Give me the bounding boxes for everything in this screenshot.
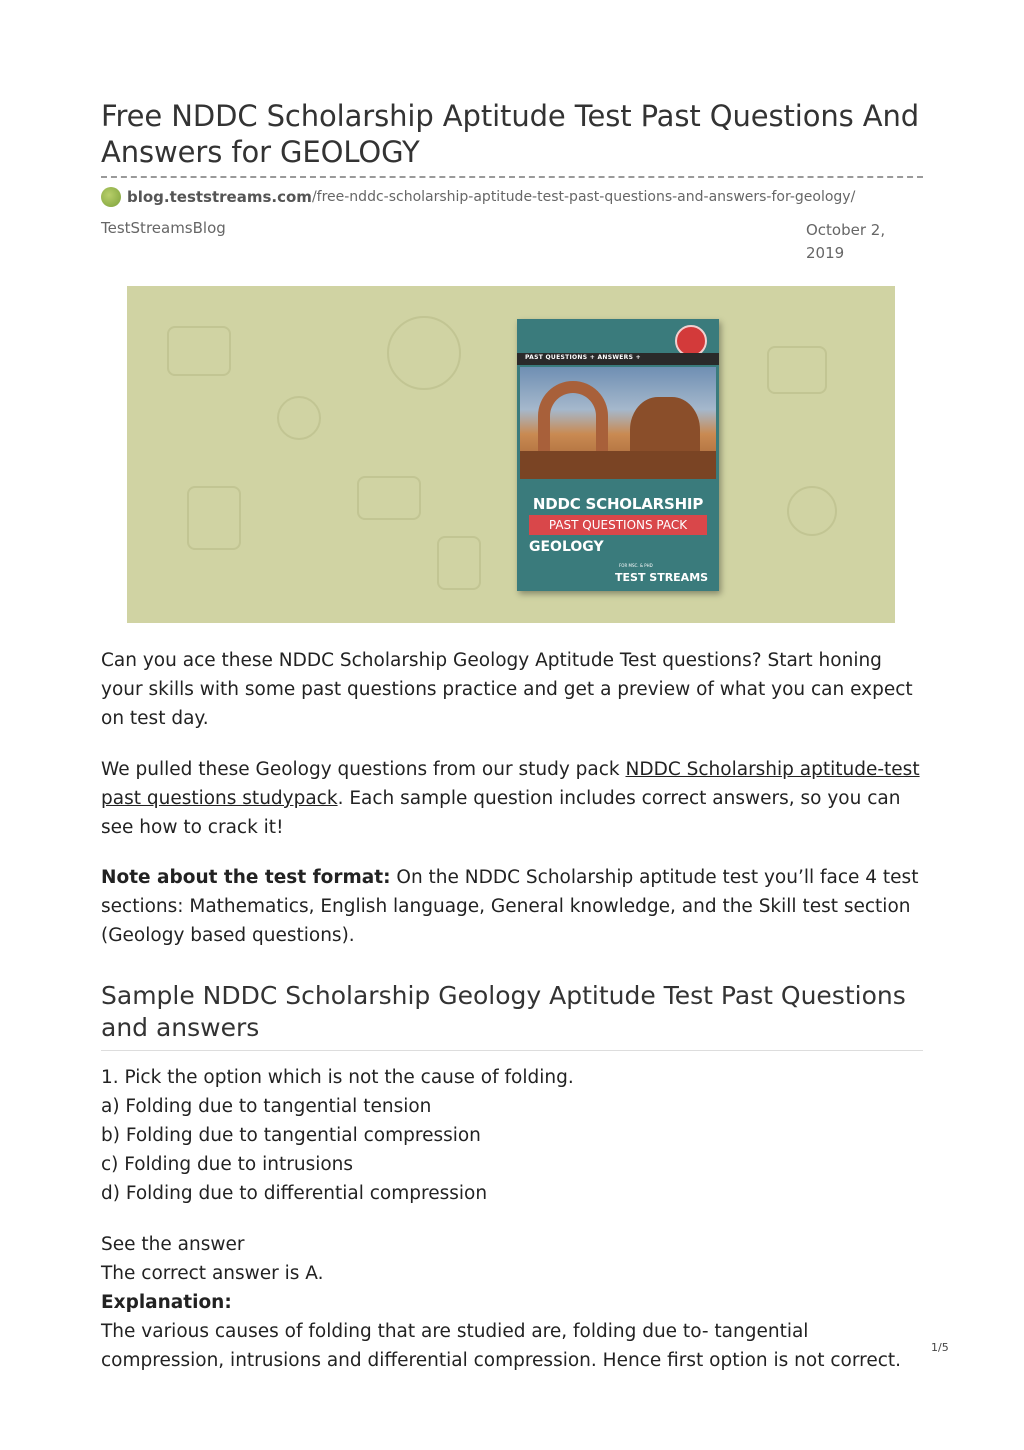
- doodle-shape: [187, 486, 241, 550]
- doodle-shape: [277, 396, 321, 440]
- pulled-after: . Each sample question includes correct answers, so you can see how to crack it!: [101, 788, 901, 838]
- question-text: 1. Pick the option which is not the cause of folding.: [101, 1067, 574, 1088]
- correct-answer: The correct answer is A.: [101, 1263, 324, 1284]
- arch-shape: [538, 381, 608, 451]
- explanation-text: The various causes of folding that are studied are, folding due to- tangential compression, intrusions and differential compression. Hence first option is not correct.: [101, 1321, 902, 1371]
- cover-subtitle: PAST QUESTIONS PACK: [529, 515, 707, 535]
- pulled-before: We pulled these Geology questions from our study pack: [101, 759, 626, 780]
- doodle-shape: [387, 316, 461, 390]
- pulled-paragraph: [101, 755, 923, 842]
- note-paragraph: [101, 863, 923, 950]
- doodle-shape: [437, 536, 481, 590]
- url-path[interactable]: /free-nddc-scholarship-aptitude-test-past-questions-and-answers-for-geology/: [311, 189, 856, 205]
- doodle-shape: [787, 486, 837, 536]
- doodle-shape: [167, 326, 231, 376]
- book-cover: [517, 319, 719, 591]
- source-url[interactable]: [101, 186, 855, 208]
- hero-image: [127, 286, 895, 623]
- publish-date: October 2, 2019: [806, 221, 886, 262]
- section-divider: [101, 1050, 923, 1051]
- option-b: b) Folding due to tangential compression: [101, 1125, 481, 1146]
- doodle-shape: [357, 476, 421, 520]
- cover-title: NDDC SCHOLARSHIP: [532, 495, 704, 513]
- cover-top-text: PAST QUESTIONS + ANSWERS +: [525, 354, 641, 361]
- cover-small-text: FOR MSC. & PHD: [619, 563, 653, 568]
- option-a: a) Folding due to tangential tension: [101, 1096, 432, 1117]
- option-c: c) Folding due to intrusions: [101, 1154, 354, 1175]
- ground-shape: [520, 451, 716, 479]
- doodle-shape: [767, 346, 827, 394]
- cover-subject: GEOLOGY: [529, 539, 604, 555]
- page-number: 1/5: [931, 1341, 949, 1354]
- cover-photo: [520, 367, 716, 479]
- intro-paragraph: Can you ace these NDDC Scholarship Geology Aptitude Test questions? Start honing your skills with some past questions practice and get a preview of what you can expect on test day.: [101, 650, 913, 729]
- cover-brand: TEST STREAMS: [615, 571, 709, 584]
- section-heading: Sample NDDC Scholarship Geology Aptitude Test Past Questions and answers: [101, 981, 906, 1042]
- author-name: TestStreamsBlog: [101, 219, 226, 237]
- option-d: d) Folding due to differential compression: [101, 1183, 488, 1204]
- see-answer[interactable]: See the answer: [101, 1234, 245, 1255]
- note-label: Note about the test format:: [101, 867, 391, 888]
- question-block: [101, 1063, 923, 1208]
- page-title: Free NDDC Scholarship Aptitude Test Past Questions And Answers for GEOLOGY: [101, 99, 920, 169]
- site-favicon-icon: [101, 187, 121, 207]
- answer-block: [101, 1230, 923, 1375]
- note-text: On the NDDC Scholarship aptitude test you’ll face 4 test sections: Mathematics, English language, General knowledge, and the Skill test section (Geology based questions).: [101, 867, 919, 946]
- explanation-label: Explanation:: [101, 1292, 232, 1313]
- title-divider: [101, 176, 923, 178]
- studypack-link[interactable]: NDDC Scholarship aptitude-test past questions studypack: [101, 759, 920, 809]
- url-host[interactable]: blog.teststreams.com: [127, 188, 312, 206]
